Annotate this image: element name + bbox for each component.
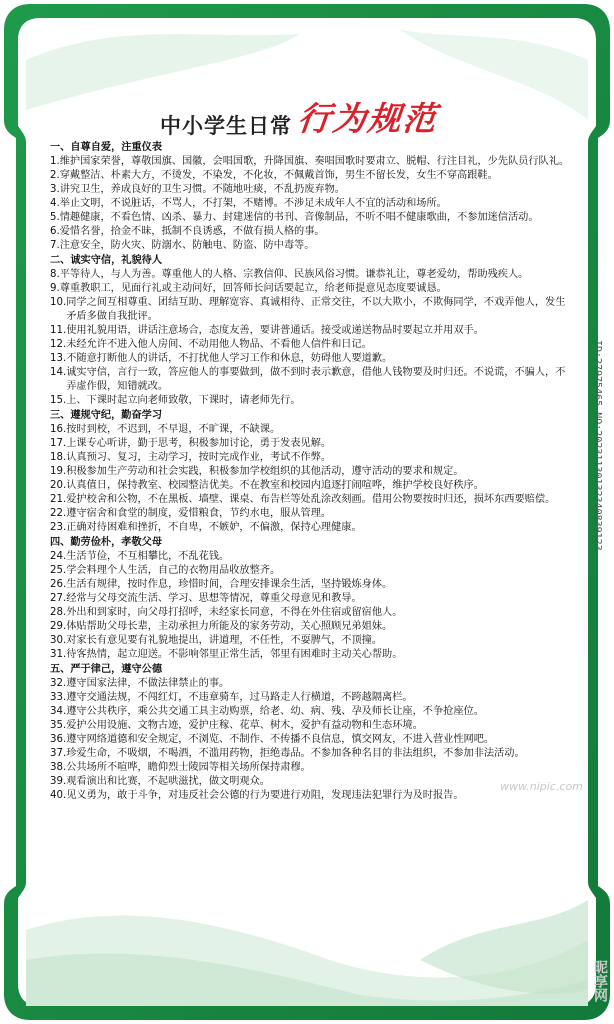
rule-number: 11. [50, 325, 67, 336]
rule-item [50, 352, 570, 366]
side-id-text: ID:27975465 NO:20231130132340839123 [592, 340, 603, 551]
rule-text: 正确对待困难和挫折，不自卑，不嫉妒，不偏激，保持心理健康。 [66, 522, 362, 533]
rule-text: 积极参加生产劳动和社会实践，积极参加学校组织的其他活动，遵守活动的要求和规定。 [66, 466, 464, 477]
rule-number: 22. [50, 508, 67, 519]
rule-text: 按时到校，不迟到，不早退，不旷课，不缺课。 [66, 424, 281, 435]
rule-number: 7. [50, 240, 60, 251]
rule-text: 爱惜名誉，拾金不昧，抵制不良诱惑，不做有损人格的事。 [59, 226, 325, 237]
rule-text: 对家长有意见要有礼貌地提出，讲道理，不任性，不耍脾气，不顶撞。 [66, 635, 383, 646]
rule-item [50, 338, 570, 352]
rule-item [50, 268, 570, 282]
rule-item [50, 296, 570, 324]
rule-text: 爱护公用设施、文物古迹，爱护庄稼、花草、树木，爱护有益动物和生态环境。 [66, 720, 423, 731]
rule-number: 5. [50, 212, 60, 223]
rule-text: 遵守宿舍和食堂的制度，爱惜粮食，节约水电，服从管理。 [66, 508, 332, 519]
rule-text: 遵守国家法律，不做法律禁止的事。 [66, 678, 230, 689]
rule-text: 学会料理个人生活，自己的衣物用品收放整齐。 [66, 565, 281, 576]
rule-number: 35. [50, 720, 67, 731]
rule-text: 维护国家荣誉，尊敬国旗、国徽，会唱国歌，升降国旗、奏唱国歌时要肃立、脱帽、行注目礼，少先队员行队礼。 [59, 156, 570, 167]
rule-text: 外出和到家时，向父母打招呼，未经家长同意，不得在外住宿或留宿他人。 [66, 607, 403, 618]
rule-text: 不随意打断他人的讲话，不打扰他人学习工作和休息，妨碍他人要道歉。 [66, 353, 393, 364]
rule-number: 12. [50, 339, 67, 350]
rule-item [50, 634, 570, 648]
rule-item [50, 225, 570, 239]
rule-item [50, 606, 570, 620]
rule-text: 讲究卫生，养成良好的卫生习惯。不随地吐痰，不乱扔废弃物。 [59, 184, 345, 195]
rule-item [50, 733, 570, 747]
rule-text: 体贴帮助父母长辈，主动承担力所能及的家务劳动，关心照顾兄弟姐妹。 [66, 621, 393, 632]
title-black-text: 中小学生日常 [160, 113, 292, 138]
rule-text: 上、下课时起立向老师致敬，下课时，请老师先行。 [66, 395, 301, 406]
rule-item [50, 437, 570, 451]
rule-number: 13. [50, 353, 67, 364]
rule-item [50, 366, 570, 394]
rule-item [50, 324, 570, 338]
rule-item [50, 239, 570, 253]
rule-text: 待客热情，起立迎送。不影响邻里正常生活，邻里有困难时主动关心帮助。 [66, 649, 403, 660]
rule-text: 平等待人，与人为善。尊重他人的人格、宗教信仰、民族风俗习惯。谦恭礼让，尊老爱幼，帮助残疾人。 [59, 269, 529, 280]
rule-number: 17. [50, 438, 67, 449]
rule-number: 38. [50, 762, 67, 773]
rule-item [50, 211, 570, 225]
rule-number: 1. [50, 156, 60, 167]
rule-item [50, 479, 570, 493]
rule-item [50, 394, 570, 408]
rule-text: 经常与父母交流生活、学习、思想等情况，尊重父母意见和教导。 [66, 593, 362, 604]
rule-text: 上课专心听讲，勤于思考，积极参加讨论，勇于发表见解。 [66, 438, 332, 449]
rule-item [50, 775, 570, 789]
rule-item [50, 578, 570, 592]
rule-number: 23. [50, 522, 67, 533]
rule-item [50, 451, 570, 465]
rule-item [50, 282, 570, 296]
rule-item [50, 465, 570, 479]
rule-text: 遵守公共秩序，乘公共交通工具主动购票，给老、幼、病、残、孕及师长让座，不争抢座位。 [66, 706, 484, 717]
rule-item [50, 747, 570, 761]
rule-number: 14. [50, 367, 67, 378]
rule-text: 诚实守信，言行一致，答应他人的事要做到，做不到时表示歉意，借他人钱物要及时归还。不说谎，不骗人，不弄虚作假，知错就改。 [66, 367, 566, 392]
rule-number: 40. [50, 790, 67, 801]
rule-number: 30. [50, 635, 67, 646]
section-heading: 三、遵规守纪，勤奋学习 [50, 410, 163, 421]
rule-item [50, 789, 570, 803]
rule-item [50, 183, 570, 197]
section-heading: 二、诚实守信，礼貌待人 [50, 255, 163, 266]
rule-number: 39. [50, 776, 67, 787]
rule-number: 27. [50, 593, 67, 604]
rule-text: 生活节俭，不互相攀比，不乱花钱。 [66, 551, 230, 562]
title-red-text: 行为规范 [295, 99, 440, 138]
rule-item [50, 719, 570, 733]
rules-content [50, 140, 570, 803]
rule-number: 10. [50, 297, 67, 308]
rule-text: 爱护校舍和公物，不在黑板、墙壁、课桌、布告栏等处乱涂改刻画。借用公物要按时归还，损坏东西要赔偿。 [66, 494, 556, 505]
rule-number: 18. [50, 452, 67, 463]
rule-number: 29. [50, 621, 67, 632]
rule-number: 28. [50, 607, 67, 618]
rule-number: 16. [50, 424, 67, 435]
rule-text: 认真预习、复习，主动学习，按时完成作业，考试不作弊。 [66, 452, 332, 463]
rule-item [50, 691, 570, 705]
rule-item [50, 423, 570, 437]
rule-item [50, 521, 570, 535]
rule-number: 33. [50, 692, 67, 703]
section-heading: 一、自尊自爱，注重仪表 [50, 142, 163, 153]
rule-item [50, 564, 570, 578]
watermark-brand: 昵享网 [592, 960, 608, 1002]
rule-item [50, 620, 570, 634]
rule-number: 8. [50, 269, 60, 280]
rule-number: 9. [50, 283, 60, 294]
rule-number: 24. [50, 551, 67, 562]
rule-text: 观看演出和比赛，不起哄滋扰，做文明观众。 [66, 776, 270, 787]
rule-number: 26. [50, 579, 67, 590]
rule-item [50, 592, 570, 606]
rule-number: 31. [50, 649, 67, 660]
rule-text: 公共场所不喧哗，瞻仰烈士陵园等相关场所保持肃穆。 [66, 762, 311, 773]
rule-number: 3. [50, 184, 60, 195]
rule-number: 37. [50, 748, 67, 759]
rule-item [50, 507, 570, 521]
rule-item [50, 705, 570, 719]
rule-text: 认真值日，保持教室、校园整洁优美。不在教室和校园内追逐打闹喧哗，维护学校良好秩序。 [66, 480, 484, 491]
rule-number: 36. [50, 734, 67, 745]
rule-number: 15. [50, 395, 67, 406]
rule-item [50, 677, 570, 691]
rule-item [50, 493, 570, 507]
rule-number: 19. [50, 466, 67, 477]
rule-item [50, 550, 570, 564]
rule-number: 2. [50, 170, 60, 181]
rule-number: 6. [50, 226, 60, 237]
section-heading: 四、勤劳俭朴，孝敬父母 [50, 537, 163, 548]
rule-number: 21. [50, 494, 67, 505]
rule-text: 使用礼貌用语，讲话注意场合，态度友善，要讲普通话。接受或递送物品时要起立并用双手。 [66, 325, 484, 336]
rule-text: 遵守交通法规，不闯红灯，不违章骑车，过马路走人行横道，不跨越隔离栏。 [66, 692, 413, 703]
watermark-url: www.nipic.com [500, 780, 583, 793]
rule-item [50, 761, 570, 775]
rule-text: 见义勇为，敢于斗争，对违反社会公德的行为要进行劝阻，发现违法犯罪行为及时报告。 [66, 790, 464, 801]
rule-number: 20. [50, 480, 67, 491]
rule-item [50, 155, 570, 169]
rule-text: 未经允许不进入他人房间、不动用他人物品、不看他人信件和日记。 [66, 339, 372, 350]
rule-text: 同学之间互相尊重、团结互助、理解宽容、真诚相待、正常交往，不以大欺小，不欺侮同学，不戏弄他人，发生矛盾多做自我批评。 [66, 297, 566, 322]
rule-number: 32. [50, 678, 67, 689]
rule-text: 生活有规律，按时作息，珍惜时间，合理安排课余生活，坚持锻炼身体。 [66, 579, 393, 590]
rule-number: 4. [50, 198, 60, 209]
rule-text: 穿戴整洁、朴素大方，不烫发，不染发，不化妆，不佩戴首饰，男生不留长发，女生不穿高跟鞋。 [59, 170, 498, 181]
section-heading: 五、严于律己，遵守公德 [50, 664, 163, 675]
page-title [160, 96, 480, 140]
rule-number: 34. [50, 706, 67, 717]
rule-item [50, 169, 570, 183]
rule-text: 举止文明，不说脏话，不骂人，不打架，不赌博。不涉足未成年人不宜的活动和场所。 [59, 198, 447, 209]
rule-text: 情趣健康，不看色情、凶杀、暴力、封建迷信的书刊、音像制品，不听不唱不健康歌曲，不参加迷信活动。 [59, 212, 539, 223]
rule-item [50, 197, 570, 211]
rule-text: 遵守网络道德和安全规定，不浏览、不制作、不传播不良信息，慎交网友，不进入营业性网吧。 [66, 734, 495, 745]
rule-text: 注意安全，防火灾、防溺水、防触电、防盗、防中毒等。 [59, 240, 315, 251]
rule-item [50, 648, 570, 662]
rule-text: 珍爱生命，不吸烟，不喝酒，不滥用药物，拒绝毒品。不参加各种名目的非法组织，不参加非法活动。 [66, 748, 525, 759]
rule-text: 尊重教职工，见面行礼或主动问好，回答师长问话要起立，给老师提意见态度要诚恳。 [59, 283, 447, 294]
rule-number: 25. [50, 565, 67, 576]
